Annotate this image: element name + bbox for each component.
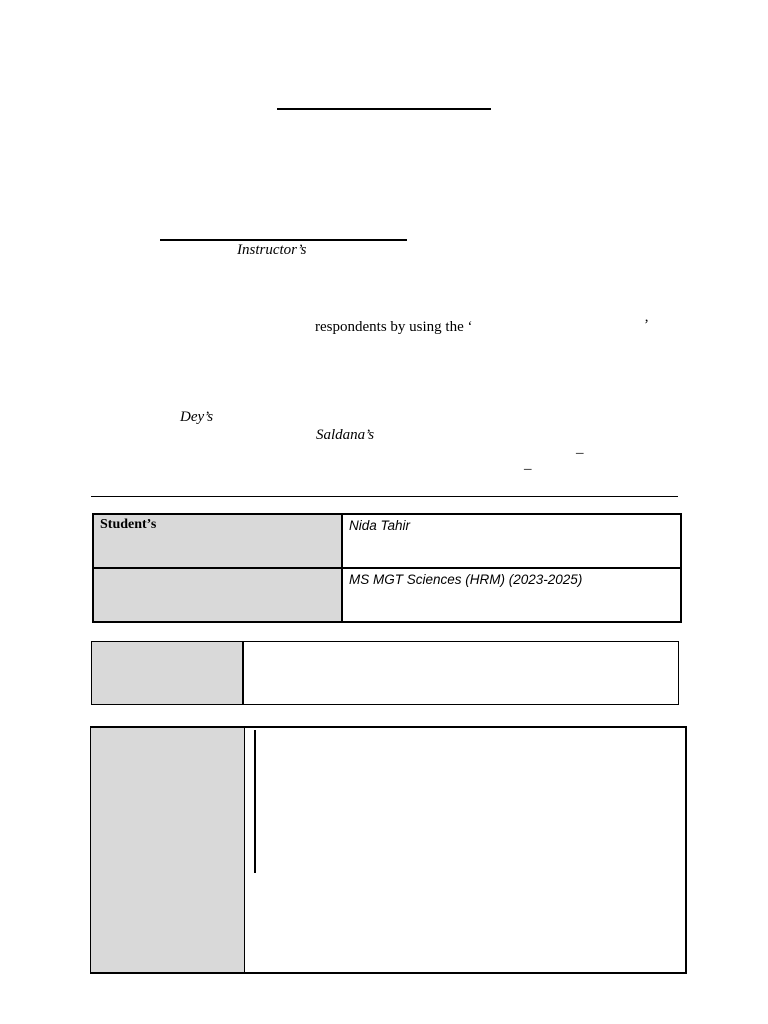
detail-box <box>91 641 679 705</box>
title-underline <box>277 108 491 110</box>
student-name: Nida Tahir <box>349 518 411 533</box>
detail-value-cell <box>244 642 678 704</box>
large-value-cell <box>245 728 684 972</box>
student-info-table <box>92 513 682 623</box>
instructor-signature-line <box>160 239 407 241</box>
respondents-text: respondents by using the ‘ <box>315 319 473 335</box>
instructor-label: Instructor’s <box>237 242 307 258</box>
detail-label-cell <box>92 642 244 704</box>
dey-label: Dey’s <box>180 409 214 425</box>
table-row-value-cell <box>343 515 680 569</box>
program-value: MS MGT Sciences (HRM) (2023-2025) <box>349 572 583 587</box>
table-row-label-cell <box>94 515 343 569</box>
closing-quote: ’ <box>644 317 649 333</box>
dash-mark: – <box>576 445 584 461</box>
table-row-label-cell <box>94 569 343 621</box>
student-label: Student’s <box>100 517 157 532</box>
dash-mark: – <box>524 461 532 477</box>
large-label-cell <box>91 728 245 972</box>
table-row-value-cell <box>343 569 680 621</box>
saldana-label: Saldana’s <box>316 427 375 443</box>
large-content-box <box>90 726 687 974</box>
section-separator <box>91 496 678 497</box>
text-cursor-line <box>254 730 256 873</box>
